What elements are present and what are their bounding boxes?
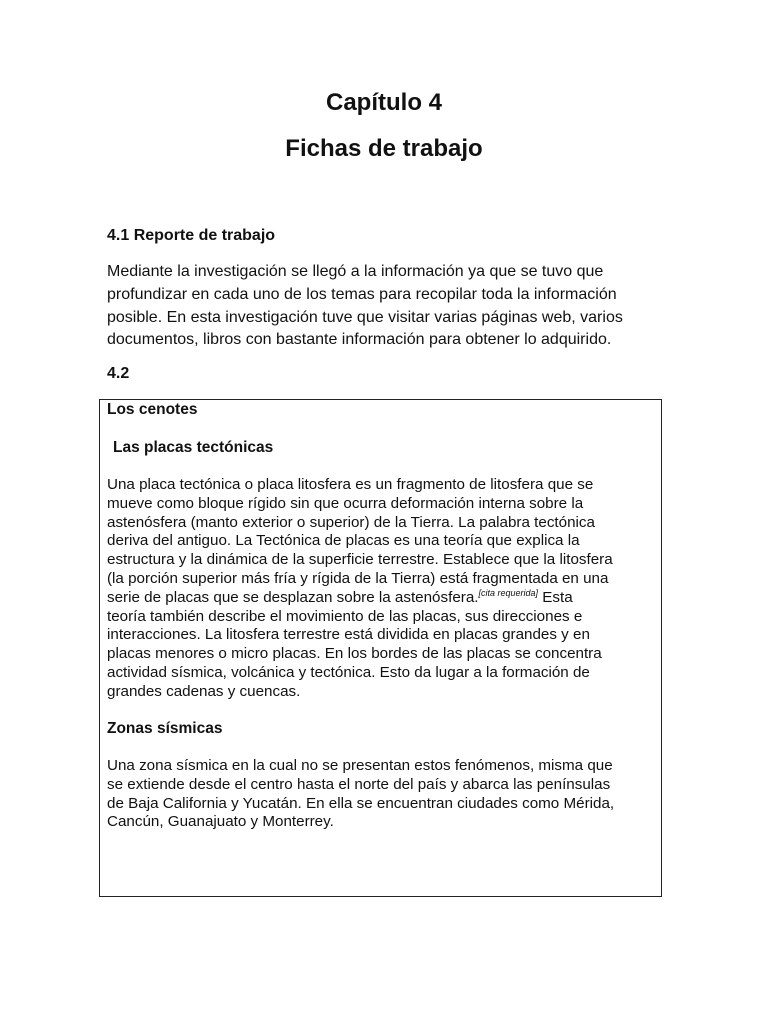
report-line: documentos, libros con bastante información para obtener lo adquirido. [107,331,612,349]
plates-line: deriva del antiguo. La Tectónica de placas es una teoría que explica la [107,532,580,550]
work-card [99,399,662,897]
chapter-number: Capítulo 4 [325,89,442,116]
plates-line: mueve como bloque rígido sin que ocurra deformación interna sobre la [107,494,584,512]
card-subtitle: Las placas tectónicas [113,439,274,456]
plates-paragraph [107,476,657,702]
zones-line: Cancún, Guanajuato y Monterrey. [107,813,334,831]
report-line: posible. En esta investigación tuve que visitar varias páginas web, varios [107,308,623,326]
plates-line: serie de placas que se desplazan sobre la astenósfera. [107,588,479,606]
plates-line: (la porción superior más fría y rígida de la Tierra) está fragmentada en una [107,569,609,587]
plates-line: teoría también describe el movimiento de las placas, sus direcciones e [107,607,583,625]
zones-line: Una zona sísmica en la cual no se presentan estos fenómenos, misma que [107,757,613,774]
zones-line: de Baja California y Yucatán. En ella se encuentran ciudades como Mérida, [107,794,615,812]
zones-line: se extiende desde el centro hasta el norte del país y abarca las penínsulas [107,775,611,793]
zones-heading: Zonas sísmicas [107,720,223,737]
plates-line: astenósfera (manto exterior o superior) de la Tierra. La palabra tectónica [107,513,595,531]
plates-line: grandes cadenas y cuencas. [107,682,301,700]
plates-line: placas menores o micro placas. En los bordes de las placas se concentra [107,645,602,663]
report-line: Mediante la investigación se llegó a la información ya que se tuvo que [107,263,604,280]
plates-line: interacciones. La litosfera terrestre está dividida en placas grandes y en [107,626,590,644]
report-paragraph [107,261,667,352]
plates-line: estructura y la dinámica de la superficie terrestre. Establece que la litosfera [107,551,613,569]
report-line: profundizar en cada uno de los temas para recopilar toda la información [107,285,617,303]
zones-paragraph [107,757,657,832]
citation-needed-note: [cita requerida] [478,587,539,598]
card-topic: Los cenotes [107,401,198,418]
plates-line: Una placa tectónica o placa litosfera es un fragmento de litosfera que se [107,476,594,493]
section-heading-4-1: 4.1 Reporte de trabajo [107,227,276,244]
plates-line: Esta [538,588,573,606]
plates-line: actividad sísmica, volcánica y tectónica. Esto da lugar a la formación de [107,663,590,681]
section-heading-4-2: 4.2 [107,365,130,382]
chapter-title: Fichas de trabajo [285,135,483,162]
